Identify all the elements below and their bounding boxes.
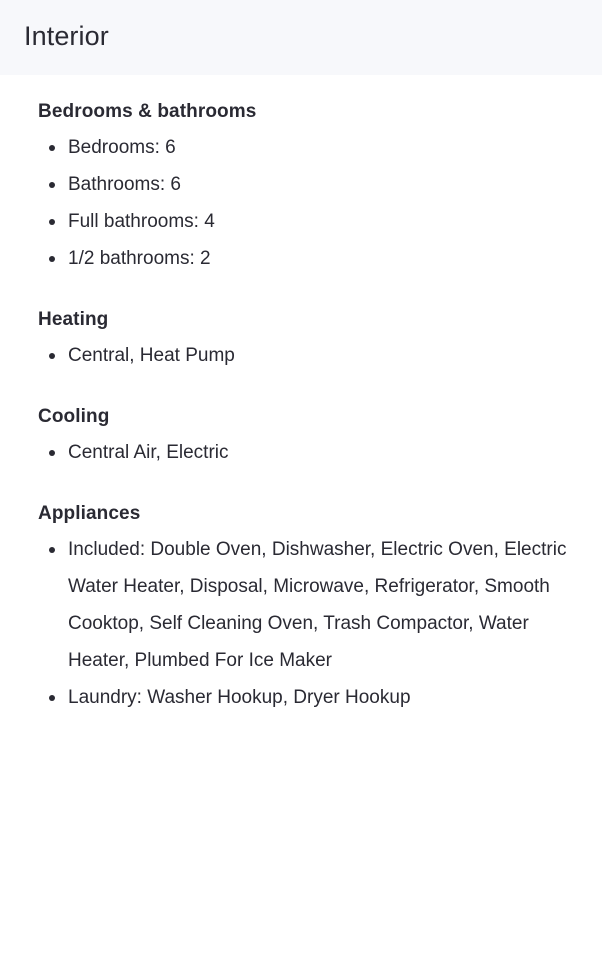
group-item-list: [38, 434, 578, 471]
group-title: Bedrooms & bathrooms: [38, 101, 257, 122]
list-item: Full bathrooms: 4: [38, 203, 578, 240]
list-item: Laundry: Washer Hookup, Dryer Hookup: [38, 679, 578, 716]
group-title: Cooling: [38, 406, 110, 428]
list-item: Bedrooms: 6: [38, 129, 578, 166]
group-appliances: [38, 503, 578, 716]
details-content: [0, 75, 602, 717]
list-item: 1/2 bathrooms: 2: [38, 240, 578, 277]
group-title: Appliances: [38, 503, 141, 525]
group-heating: [38, 309, 578, 374]
group-item-list: [38, 531, 578, 716]
group-bedrooms-bathrooms: [38, 101, 578, 277]
section-header: [0, 0, 602, 75]
list-item: Included: Double Oven, Dishwasher, Electric Oven, Electric Water Heater, Disposal, Microwave, Refrigerator, Smooth Cooktop, Self Cleaning Oven, Trash Compactor, Water Heater, Plumbed For Ice Maker: [38, 531, 578, 679]
list-item: Bathrooms: 6: [38, 166, 578, 203]
list-item: Central Air, Electric: [38, 434, 578, 471]
page-title: Interior: [24, 21, 109, 51]
group-cooling: [38, 406, 578, 471]
group-item-list: [38, 337, 578, 374]
list-item: Central, Heat Pump: [38, 337, 578, 374]
group-item-list: [38, 129, 578, 277]
group-title: Heating: [38, 309, 109, 331]
